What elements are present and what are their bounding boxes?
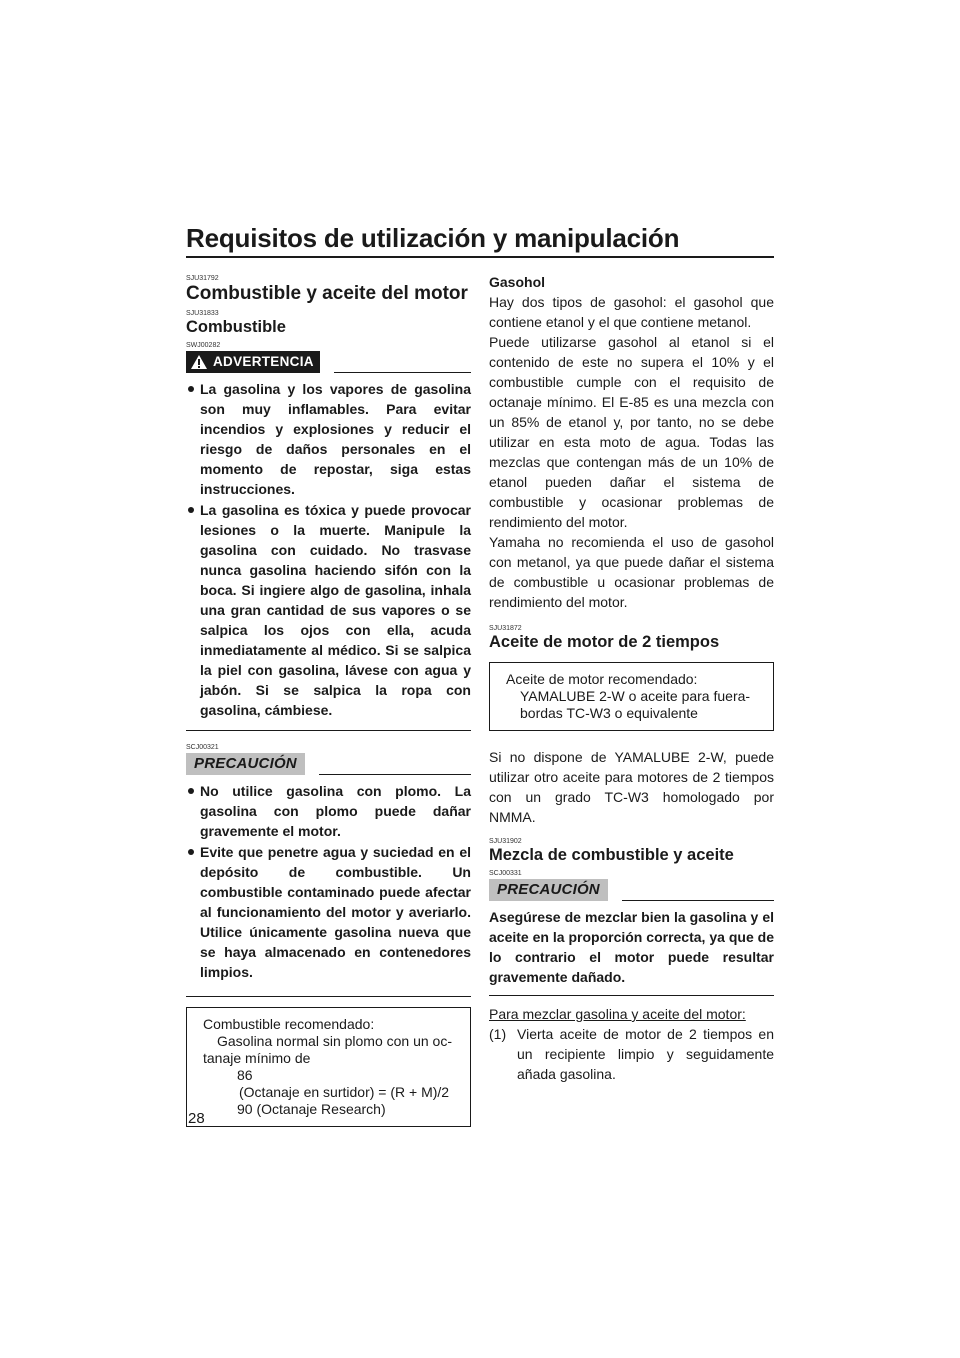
caution-list <box>186 781 471 982</box>
mix-caution-text: Asegúrese de mezclar bien la gasolina y el aceite en la proporción correcta, ya que de lo contrario el motor puede resultar gravemente dañado. <box>489 909 774 985</box>
oil-code: SJU31872 <box>489 625 522 632</box>
right-column <box>489 272 774 1084</box>
mix-caution-rule <box>622 900 774 901</box>
step-text: Vierta aceite de motor de 2 tiempos en un recipiente limpio y seguidamente añada gasolina. <box>517 1026 774 1082</box>
mix-title: Mezcla de combustible y aceite <box>489 846 734 864</box>
oil-spec-box <box>489 662 774 731</box>
mix-caution-end-rule <box>489 995 774 996</box>
list-item: La gasolina y los vapores de gasolina son muy inflamables. Para evitar incendios y explosiones y reducir el riesgo de daños personales en el momento de repostar, siga estas instrucciones. <box>186 379 471 499</box>
mix-caution-header <box>489 879 774 901</box>
caution-code: SCJ00321 <box>186 744 219 751</box>
paragraph: Puede utilizarse gasohol al etanol si el contenido de este no supera el 10% y el combustible cumple con el requisito de octanaje mínimo. El E-85 es una mezcla con un 85% de etanol y, por tanto, no se debe utilizar en esta moto de agua. Todas las mezclas que contengan más de un 10% de etanol pueden dañar el sistema de combustible y ocasionar problemas de rendimiento del motor. <box>489 334 774 530</box>
list-item: Evite que penetre agua y suciedad en el depósito de combustible. Un combustible contaminado puede afectar al funcionamiento del motor y averiarlo. Utilice únicamente gasolina nueva que se haya almacenado en contenedores limpios. <box>186 842 471 982</box>
oil-spec-line: Aceite de motor recomendado: <box>506 671 698 687</box>
warning-label-text: ADVERTENCIA <box>213 354 314 369</box>
mix-caution-code: SCJ00331 <box>489 870 522 877</box>
fuel-spec-line: tanaje mínimo de <box>203 1050 311 1066</box>
warning-label <box>186 351 320 373</box>
warning-end-rule <box>186 730 471 731</box>
fuel-spec-line: (Octanaje en surtidor) = (R + M)/2 <box>239 1084 450 1100</box>
warning-code: SWJ00282 <box>186 342 221 349</box>
paragraph: Yamaha no recomienda el uso de gasohol con metanol, ya que puede dañar el sistema de combustible u ocasionar problemas de rendimiento del motor. <box>489 534 774 610</box>
section-title: Combustible y aceite del motor <box>186 283 468 304</box>
warning-rule <box>334 372 471 373</box>
subsection-code: SJU31833 <box>186 310 219 317</box>
oil-title: Aceite de motor de 2 tiempos <box>489 633 720 651</box>
page-number: 28 <box>188 1110 205 1127</box>
caution-header <box>186 753 471 775</box>
oil-spec-line: YAMALUBE 2-W o aceite para fuera- <box>520 688 751 704</box>
step-number: (1) <box>489 1026 507 1042</box>
caution-end-rule <box>186 996 471 997</box>
fuel-spec-box <box>186 1007 471 1127</box>
paragraph: Si no dispone de YAMALUBE 2-W, puede utilizar otro aceite para motores de 2 tiempos con un grado TC-W3 homologado por NMMA. <box>489 749 774 825</box>
paragraph: Hay dos tipos de gasohol: el gasohol que contiene etanol y el que contiene metanol. <box>489 294 774 330</box>
list-item: No utilice gasolina con plomo. La gasolina con plomo puede dañar gravemente el motor. <box>186 781 471 841</box>
caution-label: PRECAUCIÓN <box>186 753 305 775</box>
fuel-spec-line: Gasolina normal sin plomo con un oc- <box>217 1033 453 1049</box>
section-code: SJU31792 <box>186 275 219 282</box>
subsection-title: Combustible <box>186 318 286 336</box>
gasohol-title: Gasohol <box>489 274 546 290</box>
warning-triangle-icon <box>190 354 208 370</box>
warning-list <box>186 379 471 720</box>
list-item: La gasolina es tóxica y puede provocar lesiones o la muerte. Manipule la gasolina con cuidado. No trasvase nunca gasolina haciendo sifón con la boca. Si ingiere algo de gasolina, inhala una gran cantidad de sus vapores o se salpica los ojos con ella, acuda inmediatamente al médico. Si se salpica la piel con gasolina, lávese con agua y jabón. Si se salpica la ropa con gasolina, cámbiese. <box>186 500 471 720</box>
page-title: Requisitos de utilización y manipulación <box>186 222 774 258</box>
mix-caution-label: PRECAUCIÓN <box>489 879 608 901</box>
list-item <box>489 1024 774 1084</box>
mix-code: SJU31902 <box>489 838 522 845</box>
fuel-spec-line: 86 <box>237 1067 253 1083</box>
fuel-spec-line: Combustible recomendado: <box>203 1016 375 1032</box>
left-column <box>186 272 471 1127</box>
warning-header <box>186 351 471 373</box>
oil-spec-line: bordas TC-W3 o equivalente <box>520 705 698 721</box>
mix-instructions-title: Para mezclar gasolina y aceite del motor: <box>489 1006 746 1022</box>
fuel-spec-line: 90 (Octanaje Research) <box>237 1101 386 1117</box>
caution-rule <box>319 774 471 775</box>
